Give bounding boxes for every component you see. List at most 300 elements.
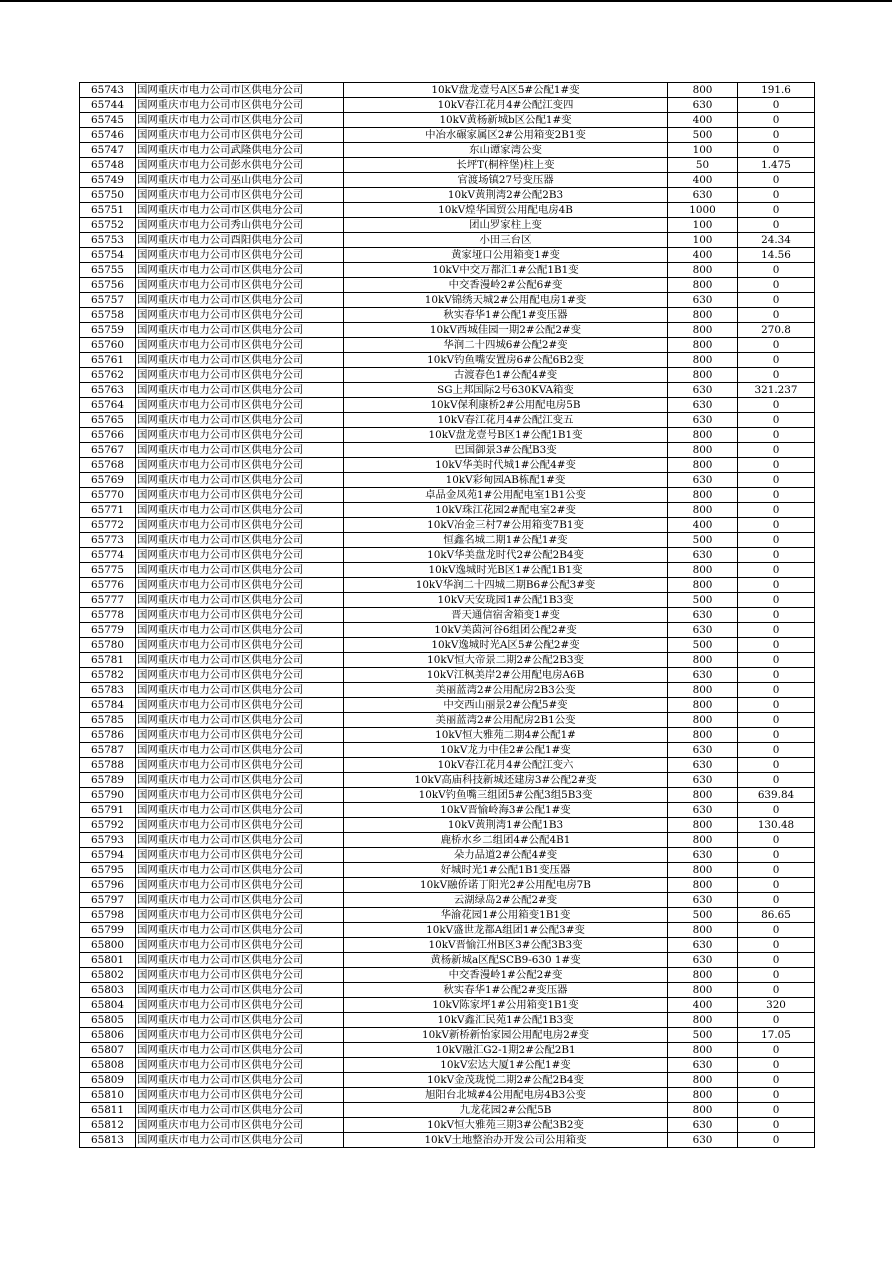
value-cell: 0 <box>738 1118 815 1133</box>
value-cell: 0 <box>738 563 815 578</box>
row-id-cell: 65775 <box>80 563 136 578</box>
transformer-name-cell: 云湖绿岛2#公配2#变 <box>344 893 668 908</box>
company-cell: 国网重庆市电力公司市区供电分公司 <box>136 383 344 398</box>
value-cell: 320 <box>738 998 815 1013</box>
row-id-cell: 65786 <box>80 728 136 743</box>
value-cell: 0 <box>738 1088 815 1103</box>
table-row <box>80 428 815 443</box>
table-row <box>80 488 815 503</box>
table-row <box>80 1118 815 1133</box>
company-cell: 国网重庆市电力公司市区供电分公司 <box>136 338 344 353</box>
capacity-cell: 100 <box>668 233 738 248</box>
capacity-cell: 800 <box>668 833 738 848</box>
row-id-cell: 65773 <box>80 533 136 548</box>
transformer-name-cell: 10kV珠江花园2#配电室2#变 <box>344 503 668 518</box>
table-row <box>80 653 815 668</box>
table-row <box>80 293 815 308</box>
capacity-cell: 800 <box>668 1103 738 1118</box>
company-cell: 国网重庆市电力公司市区供电分公司 <box>136 923 344 938</box>
value-cell: 130.48 <box>738 818 815 833</box>
capacity-cell: 800 <box>668 983 738 998</box>
capacity-cell: 400 <box>668 518 738 533</box>
company-cell: 国网重庆市电力公司秀山供电分公司 <box>136 218 344 233</box>
row-id-cell: 65784 <box>80 698 136 713</box>
table-row <box>80 953 815 968</box>
table-row <box>80 1088 815 1103</box>
company-cell: 国网重庆市电力公司市区供电分公司 <box>136 83 344 98</box>
value-cell: 0 <box>738 878 815 893</box>
capacity-cell: 800 <box>668 488 738 503</box>
table-row <box>80 98 815 113</box>
capacity-cell: 800 <box>668 323 738 338</box>
company-cell: 国网重庆市电力公司市区供电分公司 <box>136 818 344 833</box>
capacity-cell: 50 <box>668 158 738 173</box>
capacity-cell: 800 <box>668 788 738 803</box>
company-cell: 国网重庆市电力公司市区供电分公司 <box>136 803 344 818</box>
transformer-name-cell: 10kV煌华国贸公用配电房4B <box>344 203 668 218</box>
value-cell: 0 <box>738 833 815 848</box>
row-id-cell: 65800 <box>80 938 136 953</box>
capacity-cell: 500 <box>668 1028 738 1043</box>
transformer-name-cell: 10kV黄荆湾1#公配1B3 <box>344 818 668 833</box>
value-cell: 14.56 <box>738 248 815 263</box>
capacity-cell: 630 <box>668 623 738 638</box>
transformer-name-cell: 美丽蓝湾2#公用配房2B1公变 <box>344 713 668 728</box>
company-cell: 国网重庆市电力公司市区供电分公司 <box>136 578 344 593</box>
page-top-rule <box>0 0 892 2</box>
table-row <box>80 233 815 248</box>
table-row <box>80 833 815 848</box>
company-cell: 国网重庆市电力公司市区供电分公司 <box>136 278 344 293</box>
capacity-cell: 800 <box>668 713 738 728</box>
value-cell: 0 <box>738 1013 815 1028</box>
company-cell: 国网重庆市电力公司市区供电分公司 <box>136 533 344 548</box>
capacity-cell: 800 <box>668 863 738 878</box>
company-cell: 国网重庆市电力公司市区供电分公司 <box>136 728 344 743</box>
capacity-cell: 630 <box>668 398 738 413</box>
transformer-name-cell: 朵力品道2#公配4#变 <box>344 848 668 863</box>
value-cell: 0 <box>738 443 815 458</box>
transformer-name-cell: 10kV龙力中佳2#公配1#变 <box>344 743 668 758</box>
table-row <box>80 473 815 488</box>
table-row <box>80 173 815 188</box>
transformer-name-cell: 10kV恒大雅苑三期3#公配3B2变 <box>344 1118 668 1133</box>
value-cell: 0 <box>738 1073 815 1088</box>
value-cell: 0 <box>738 203 815 218</box>
transformer-name-cell: 秋实春华1#公配1#变压器 <box>344 308 668 323</box>
capacity-cell: 800 <box>668 353 738 368</box>
company-cell: 国网重庆市电力公司市区供电分公司 <box>136 203 344 218</box>
company-cell: 国网重庆市电力公司市区供电分公司 <box>136 893 344 908</box>
table-row <box>80 638 815 653</box>
company-cell: 国网重庆市电力公司市区供电分公司 <box>136 758 344 773</box>
value-cell: 86.65 <box>738 908 815 923</box>
row-id-cell: 65813 <box>80 1133 136 1148</box>
capacity-cell: 630 <box>668 848 738 863</box>
row-id-cell: 65762 <box>80 368 136 383</box>
value-cell: 0 <box>738 548 815 563</box>
table-row <box>80 698 815 713</box>
value-cell: 0 <box>738 593 815 608</box>
transformer-name-cell: SG上邦国际2号630KVA箱变 <box>344 383 668 398</box>
value-cell: 0 <box>738 473 815 488</box>
row-id-cell: 65812 <box>80 1118 136 1133</box>
row-id-cell: 65804 <box>80 998 136 1013</box>
transformer-name-cell: 巴国御景3#公配B3变 <box>344 443 668 458</box>
transformer-name-cell: 卓品金凤苑1#公用配电室1B1公变 <box>344 488 668 503</box>
row-id-cell: 65769 <box>80 473 136 488</box>
capacity-cell: 630 <box>668 188 738 203</box>
company-cell: 国网重庆市电力公司市区供电分公司 <box>136 1103 344 1118</box>
company-cell: 国网重庆市电力公司市区供电分公司 <box>136 683 344 698</box>
capacity-cell: 630 <box>668 548 738 563</box>
transformer-name-cell: 10kV春江花月4#公配江变五 <box>344 413 668 428</box>
capacity-cell: 630 <box>668 293 738 308</box>
row-id-cell: 65774 <box>80 548 136 563</box>
table-row <box>80 383 815 398</box>
table-row <box>80 1103 815 1118</box>
transformer-name-cell: 10kV融侨诺丁阳光2#公用配电房7B <box>344 878 668 893</box>
row-id-cell: 65806 <box>80 1028 136 1043</box>
row-id-cell: 65757 <box>80 293 136 308</box>
value-cell: 0 <box>738 143 815 158</box>
company-cell: 国网重庆市电力公司市区供电分公司 <box>136 608 344 623</box>
transformer-name-cell: 10kV逸城时光B区1#公配1B1变 <box>344 563 668 578</box>
capacity-cell: 400 <box>668 248 738 263</box>
table-row <box>80 308 815 323</box>
capacity-cell: 400 <box>668 113 738 128</box>
company-cell: 国网重庆市电力公司市区供电分公司 <box>136 623 344 638</box>
capacity-cell: 800 <box>668 698 738 713</box>
transformer-name-cell: 10kV锦绣天城2#公用配电房1#变 <box>344 293 668 308</box>
company-cell: 国网重庆市电力公司市区供电分公司 <box>136 368 344 383</box>
capacity-cell: 500 <box>668 533 738 548</box>
row-id-cell: 65751 <box>80 203 136 218</box>
row-id-cell: 65795 <box>80 863 136 878</box>
company-cell: 国网重庆市电力公司市区供电分公司 <box>136 833 344 848</box>
row-id-cell: 65791 <box>80 803 136 818</box>
row-id-cell: 65747 <box>80 143 136 158</box>
value-cell: 0 <box>738 113 815 128</box>
value-cell: 0 <box>738 1103 815 1118</box>
capacity-cell: 800 <box>668 683 738 698</box>
transformer-name-cell: 10kV高庙科技新城还建房3#公配2#变 <box>344 773 668 788</box>
company-cell: 国网重庆市电力公司市区供电分公司 <box>136 1133 344 1148</box>
table-row <box>80 758 815 773</box>
capacity-cell: 630 <box>668 743 738 758</box>
value-cell: 0 <box>738 953 815 968</box>
transformer-name-cell: 秋实春华1#公配2#变压器 <box>344 983 668 998</box>
row-id-cell: 65745 <box>80 113 136 128</box>
table-row <box>80 368 815 383</box>
capacity-cell: 630 <box>668 938 738 953</box>
row-id-cell: 65743 <box>80 83 136 98</box>
row-id-cell: 65744 <box>80 98 136 113</box>
value-cell: 0 <box>738 1058 815 1073</box>
transformer-name-cell: 中交西山丽景2#公配5#变 <box>344 698 668 713</box>
value-cell: 0 <box>738 128 815 143</box>
value-cell: 0 <box>738 668 815 683</box>
value-cell: 0 <box>738 518 815 533</box>
value-cell: 0 <box>738 758 815 773</box>
transformer-name-cell: 鹿桥水乡二组团4#公配4B1 <box>344 833 668 848</box>
transformer-name-cell: 长坪T(桐梓堡)柱上变 <box>344 158 668 173</box>
capacity-cell: 800 <box>668 578 738 593</box>
transformer-name-cell: 10kV彩甸园AB栋配1#变 <box>344 473 668 488</box>
table-row <box>80 848 815 863</box>
table-row <box>80 203 815 218</box>
row-id-cell: 65790 <box>80 788 136 803</box>
row-id-cell: 65752 <box>80 218 136 233</box>
row-id-cell: 65749 <box>80 173 136 188</box>
row-id-cell: 65798 <box>80 908 136 923</box>
row-id-cell: 65758 <box>80 308 136 323</box>
table-row <box>80 458 815 473</box>
company-cell: 国网重庆市电力公司市区供电分公司 <box>136 788 344 803</box>
transformer-name-cell: 10kV冶金三村7#公用箱变7B1变 <box>344 518 668 533</box>
value-cell: 270.8 <box>738 323 815 338</box>
company-cell: 国网重庆市电力公司市区供电分公司 <box>136 248 344 263</box>
value-cell: 0 <box>738 713 815 728</box>
company-cell: 国网重庆市电力公司市区供电分公司 <box>136 638 344 653</box>
table-row <box>80 548 815 563</box>
company-cell: 国网重庆市电力公司市区供电分公司 <box>136 473 344 488</box>
capacity-cell: 800 <box>668 338 738 353</box>
capacity-cell: 800 <box>668 968 738 983</box>
value-cell: 0 <box>738 983 815 998</box>
capacity-cell: 400 <box>668 173 738 188</box>
company-cell: 国网重庆市电力公司酉阳供电分公司 <box>136 233 344 248</box>
value-cell: 24.34 <box>738 233 815 248</box>
company-cell: 国网重庆市电力公司市区供电分公司 <box>136 428 344 443</box>
row-id-cell: 65772 <box>80 518 136 533</box>
value-cell: 191.6 <box>738 83 815 98</box>
capacity-cell: 800 <box>668 1088 738 1103</box>
transformer-name-cell: 10kV西城佳园一期2#公配2#变 <box>344 323 668 338</box>
transformer-name-cell: 小田三台区 <box>344 233 668 248</box>
capacity-cell: 630 <box>668 383 738 398</box>
transformer-name-cell: 10kV钓鱼嘴三组团5#公配3组5B3变 <box>344 788 668 803</box>
row-id-cell: 65782 <box>80 668 136 683</box>
value-cell: 0 <box>738 653 815 668</box>
row-id-cell: 65770 <box>80 488 136 503</box>
transformer-name-cell: 黄杨新城a区配SCB9-630 1#变 <box>344 953 668 968</box>
value-cell: 0 <box>738 1133 815 1148</box>
row-id-cell: 65759 <box>80 323 136 338</box>
capacity-cell: 500 <box>668 593 738 608</box>
company-cell: 国网重庆市电力公司市区供电分公司 <box>136 563 344 578</box>
value-cell: 0 <box>738 923 815 938</box>
row-id-cell: 65792 <box>80 818 136 833</box>
capacity-cell: 500 <box>668 128 738 143</box>
value-cell: 0 <box>738 98 815 113</box>
capacity-cell: 100 <box>668 143 738 158</box>
company-cell: 国网重庆市电力公司市区供电分公司 <box>136 953 344 968</box>
company-cell: 国网重庆市电力公司市区供电分公司 <box>136 1073 344 1088</box>
company-cell: 国网重庆市电力公司市区供电分公司 <box>136 293 344 308</box>
table-row <box>80 923 815 938</box>
row-id-cell: 65811 <box>80 1103 136 1118</box>
table-row <box>80 503 815 518</box>
table-row <box>80 1043 815 1058</box>
table-row <box>80 623 815 638</box>
row-id-cell: 65776 <box>80 578 136 593</box>
row-id-cell: 65799 <box>80 923 136 938</box>
value-cell: 0 <box>738 308 815 323</box>
company-cell: 国网重庆市电力公司市区供电分公司 <box>136 548 344 563</box>
transformer-name-cell: 10kV华美时代城1#公配4#变 <box>344 458 668 473</box>
company-cell: 国网重庆市电力公司市区供电分公司 <box>136 488 344 503</box>
transformer-name-cell: 10kV土地整治办开发公司公用箱变 <box>344 1133 668 1148</box>
value-cell: 0 <box>738 638 815 653</box>
capacity-cell: 630 <box>668 473 738 488</box>
transformer-name-cell: 10kV黄荆湾2#公配2B3 <box>344 188 668 203</box>
table-row <box>80 818 815 833</box>
capacity-cell: 630 <box>668 98 738 113</box>
transformer-name-cell: 10kV华润二十四城二期B6#公配3#变 <box>344 578 668 593</box>
row-id-cell: 65760 <box>80 338 136 353</box>
company-cell: 国网重庆市电力公司彭水供电分公司 <box>136 158 344 173</box>
company-cell: 国网重庆市电力公司市区供电分公司 <box>136 743 344 758</box>
company-cell: 国网重庆市电力公司市区供电分公司 <box>136 968 344 983</box>
table-row <box>80 113 815 128</box>
capacity-cell: 800 <box>668 278 738 293</box>
company-cell: 国网重庆市电力公司市区供电分公司 <box>136 938 344 953</box>
value-cell: 0 <box>738 893 815 908</box>
table-row <box>80 413 815 428</box>
transformer-name-cell: 10kV盘龙壹号A区5#公配1#变 <box>344 83 668 98</box>
row-id-cell: 65767 <box>80 443 136 458</box>
company-cell: 国网重庆市电力公司市区供电分公司 <box>136 1118 344 1133</box>
table-row <box>80 248 815 263</box>
row-id-cell: 65763 <box>80 383 136 398</box>
transformer-name-cell: 10kV晋愉江州B区3#公配3B3变 <box>344 938 668 953</box>
row-id-cell: 65781 <box>80 653 136 668</box>
value-cell: 0 <box>738 743 815 758</box>
company-cell: 国网重庆市电力公司市区供电分公司 <box>136 263 344 278</box>
row-id-cell: 65754 <box>80 248 136 263</box>
table-row <box>80 893 815 908</box>
value-cell: 0 <box>738 803 815 818</box>
transformer-name-cell: 10kV美茵河谷6组团公配2#变 <box>344 623 668 638</box>
transformer-name-cell: 美丽蓝湾2#公用配房2B3公变 <box>344 683 668 698</box>
company-cell: 国网重庆市电力公司市区供电分公司 <box>136 458 344 473</box>
transformer-name-cell: 10kV天安珑园1#公配1B3变 <box>344 593 668 608</box>
table-row <box>80 398 815 413</box>
table-row <box>80 743 815 758</box>
table-row <box>80 143 815 158</box>
transformer-name-cell: 10kV恒大雅苑二期4#公配1# <box>344 728 668 743</box>
transformer-name-cell: 古渡春色1#公配4#变 <box>344 368 668 383</box>
capacity-cell: 500 <box>668 908 738 923</box>
company-cell: 国网重庆市电力公司市区供电分公司 <box>136 1043 344 1058</box>
table-row <box>80 683 815 698</box>
value-cell: 0 <box>738 728 815 743</box>
row-id-cell: 65796 <box>80 878 136 893</box>
company-cell: 国网重庆市电力公司市区供电分公司 <box>136 98 344 113</box>
table-row <box>80 788 815 803</box>
row-id-cell: 65794 <box>80 848 136 863</box>
row-id-cell: 65808 <box>80 1058 136 1073</box>
transformer-name-cell: 10kV华美盘龙时代2#公配2B4变 <box>344 548 668 563</box>
transformer-name-cell: 10kV春江花月4#公配江变六 <box>344 758 668 773</box>
transformer-name-cell: 华润二十四城6#公配2#变 <box>344 338 668 353</box>
row-id-cell: 65748 <box>80 158 136 173</box>
value-cell: 0 <box>738 773 815 788</box>
capacity-cell: 630 <box>668 413 738 428</box>
table-row <box>80 353 815 368</box>
company-cell: 国网重庆市电力公司市区供电分公司 <box>136 1058 344 1073</box>
table-row <box>80 938 815 953</box>
row-id-cell: 65803 <box>80 983 136 998</box>
company-cell: 国网重庆市电力公司市区供电分公司 <box>136 113 344 128</box>
table-row <box>80 188 815 203</box>
table-row <box>80 593 815 608</box>
row-id-cell: 65755 <box>80 263 136 278</box>
value-cell: 0 <box>738 398 815 413</box>
capacity-cell: 400 <box>668 998 738 1013</box>
value-cell: 0 <box>738 578 815 593</box>
table-row <box>80 1058 815 1073</box>
row-id-cell: 65766 <box>80 428 136 443</box>
table-row <box>80 128 815 143</box>
transformer-name-cell: 10kV金茂珑悦二期2#公配2B4变 <box>344 1073 668 1088</box>
capacity-cell: 630 <box>668 668 738 683</box>
company-cell: 国网重庆市电力公司市区供电分公司 <box>136 983 344 998</box>
capacity-cell: 800 <box>668 308 738 323</box>
transformer-name-cell: 团山罗家柱上变 <box>344 218 668 233</box>
value-cell: 0 <box>738 428 815 443</box>
table-row <box>80 998 815 1013</box>
table-row <box>80 1133 815 1148</box>
table-row <box>80 773 815 788</box>
transformer-name-cell: 晋天通信宿舍箱变1#变 <box>344 608 668 623</box>
value-cell: 0 <box>738 503 815 518</box>
transformer-name-cell: 10kV春江花月4#公配江变四 <box>344 98 668 113</box>
table-row <box>80 1073 815 1088</box>
row-id-cell: 65750 <box>80 188 136 203</box>
value-cell: 0 <box>738 278 815 293</box>
row-id-cell: 65783 <box>80 683 136 698</box>
transformer-name-cell: 黄家垭口公用箱变1#变 <box>344 248 668 263</box>
company-cell: 国网重庆市电力公司市区供电分公司 <box>136 128 344 143</box>
table-row <box>80 983 815 998</box>
transformer-name-cell: 中交香漫岭1#公配2#变 <box>344 968 668 983</box>
row-id-cell: 65778 <box>80 608 136 623</box>
value-cell: 0 <box>738 863 815 878</box>
value-cell: 321.237 <box>738 383 815 398</box>
capacity-cell: 800 <box>668 368 738 383</box>
capacity-cell: 800 <box>668 458 738 473</box>
value-cell: 0 <box>738 218 815 233</box>
transformer-name-cell: 旭阳台北城#4公用配电房4B3公变 <box>344 1088 668 1103</box>
row-id-cell: 65809 <box>80 1073 136 1088</box>
company-cell: 国网重庆市电力公司市区供电分公司 <box>136 878 344 893</box>
row-id-cell: 65777 <box>80 593 136 608</box>
table-row <box>80 218 815 233</box>
row-id-cell: 65780 <box>80 638 136 653</box>
company-cell: 国网重庆市电力公司市区供电分公司 <box>136 998 344 1013</box>
transformer-name-cell: 中冶水碾家属区2#公用箱变2B1变 <box>344 128 668 143</box>
row-id-cell: 65805 <box>80 1013 136 1028</box>
capacity-cell: 630 <box>668 953 738 968</box>
company-cell: 国网重庆市电力公司市区供电分公司 <box>136 443 344 458</box>
company-cell: 国网重庆市电力公司市区供电分公司 <box>136 188 344 203</box>
transformer-name-cell: 10kV逸城时光A区5#公配2#变 <box>344 638 668 653</box>
capacity-cell: 800 <box>668 263 738 278</box>
row-id-cell: 65807 <box>80 1043 136 1058</box>
row-id-cell: 65771 <box>80 503 136 518</box>
